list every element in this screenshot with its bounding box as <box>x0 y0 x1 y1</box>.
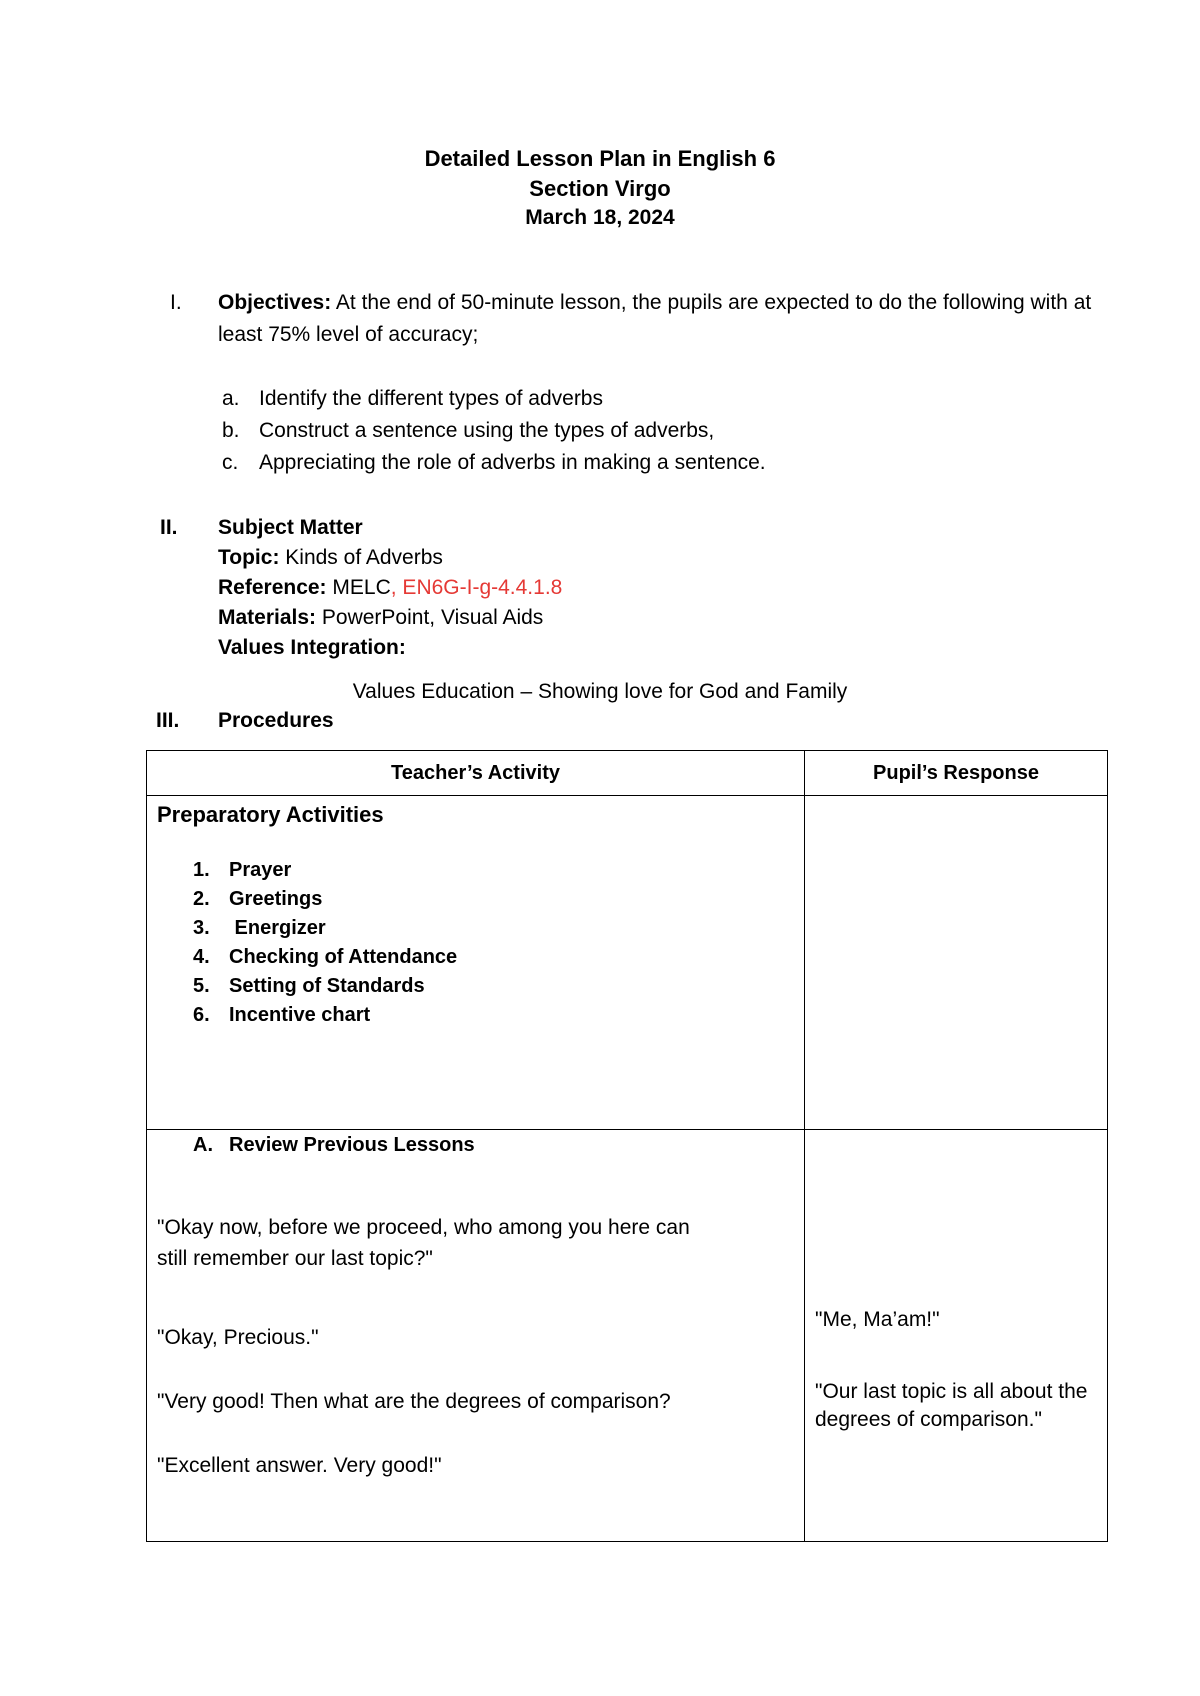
list-number: 3. <box>193 917 210 939</box>
pupil-line: "Our last topic is all about the degrees of comparison." <box>815 1380 1088 1431</box>
table-row <box>147 1130 1108 1542</box>
objectives-paragraph <box>218 287 1098 351</box>
list-number: 5. <box>193 975 210 997</box>
list-number: 6. <box>193 1004 210 1026</box>
objective-item-c: Appreciating the role of adverbs in making a sentence. <box>259 451 766 474</box>
document-title: Detailed Lesson Plan in English 6 <box>424 146 776 171</box>
teacher-line: "Okay, Precious." <box>157 1326 319 1349</box>
procedures-heading: Procedures <box>218 709 334 732</box>
topic-label: Topic: <box>218 546 280 569</box>
teacher-line: "Very good! Then what are the degrees of comparison? <box>157 1390 671 1413</box>
procedures-table <box>146 750 1108 1542</box>
preparatory-activities-list <box>193 856 457 1030</box>
list-number: 4. <box>193 946 210 968</box>
objective-letter-b: b. <box>222 419 240 442</box>
list-number: 2. <box>193 888 210 910</box>
teacher-line: "Okay now, before we proceed, who among you here can <box>157 1216 690 1239</box>
materials-label: Materials: <box>218 606 317 629</box>
list-text: Greetings <box>229 888 323 910</box>
list-item <box>193 914 457 943</box>
list-number: 1. <box>193 859 210 881</box>
list-text: Energizer <box>229 917 326 939</box>
preparatory-activities-cell <box>147 796 805 1130</box>
procedures-numeral: III. <box>156 709 180 732</box>
subject-matter-numeral: II. <box>160 516 178 539</box>
teacher-line: "Excellent answer. Very good!" <box>157 1454 442 1477</box>
topic-value: Kinds of Adverbs <box>285 546 443 569</box>
review-teacher-cell <box>147 1130 805 1542</box>
review-letter: A. <box>193 1134 213 1156</box>
list-item <box>193 885 457 914</box>
table-row <box>147 796 1108 1130</box>
materials-line <box>218 602 543 634</box>
objective-item-b: Construct a sentence using the types of adverbs, <box>259 419 715 442</box>
objectives-text: At the end of 50-minute lesson, the pupils are expected to do the following with at least 75% level of accuracy; <box>218 291 1092 346</box>
list-item <box>193 972 457 1001</box>
list-text: Setting of Standards <box>229 975 425 997</box>
review-pupil-cell <box>805 1130 1108 1542</box>
list-item <box>193 943 457 972</box>
values-integration-text: Values Education – Showing love for God and Family <box>352 680 848 703</box>
lesson-date: March 18, 2024 <box>525 206 675 229</box>
section-name: Section Virgo <box>529 176 671 201</box>
topic-line <box>218 542 443 574</box>
objective-letter-c: c. <box>222 451 239 474</box>
list-item <box>193 1001 457 1030</box>
list-item <box>193 856 457 885</box>
review-title <box>193 1134 475 1157</box>
preparatory-response-cell <box>805 796 1108 1130</box>
reference-line <box>218 572 562 604</box>
review-title-text: Review Previous Lessons <box>229 1134 475 1156</box>
table-header-row <box>147 751 1108 796</box>
reference-code: , EN6G-I-g-4.4.1.8 <box>390 576 563 599</box>
pupil-line: "Me, Ma’am!" <box>815 1308 940 1331</box>
objective-letter-a: a. <box>222 387 240 410</box>
preparatory-activities-title: Preparatory Activities <box>157 802 384 827</box>
materials-value: PowerPoint, Visual Aids <box>321 606 544 629</box>
col-header-pupil: Pupil’s Response <box>805 751 1108 796</box>
reference-value: MELC <box>332 576 391 599</box>
teacher-line: still remember our last topic?" <box>157 1247 433 1270</box>
subject-matter-heading: Subject Matter <box>218 516 363 539</box>
reference-label: Reference: <box>218 576 327 599</box>
objectives-label: Objectives: <box>218 291 332 314</box>
list-text: Prayer <box>229 859 292 881</box>
list-text: Checking of Attendance <box>229 946 458 968</box>
col-header-teacher: Teacher’s Activity <box>147 751 805 796</box>
objective-item-a: Identify the different types of adverbs <box>259 387 603 410</box>
list-text: Incentive chart <box>229 1004 371 1026</box>
objectives-numeral: I. <box>170 291 182 314</box>
values-integration-label: Values Integration: <box>218 636 406 659</box>
